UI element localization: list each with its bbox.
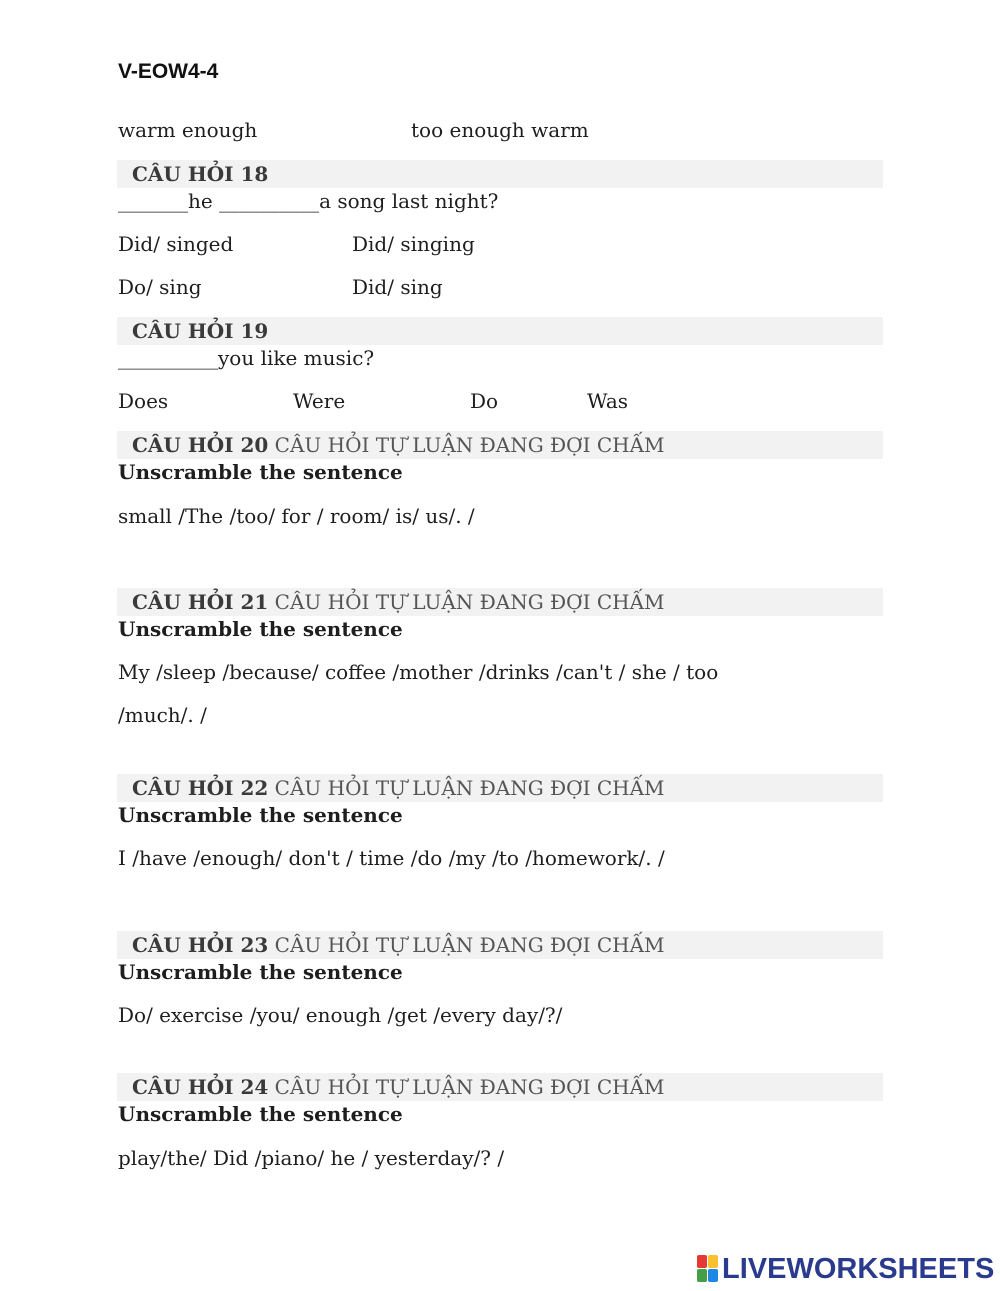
liveworksheets-logo: [697, 1252, 994, 1286]
question-23-text: Do/ exercise /you/ enough /get /every day/?/: [118, 1003, 563, 1027]
logo-square-1: [697, 1255, 707, 1268]
question-23-header: [132, 931, 665, 959]
logo-square-3: [697, 1269, 707, 1282]
question-18-label: CÂU HỎI 18: [132, 162, 269, 186]
question-20-status: CÂU HỎI TỰ LUẬN ĐANG ĐỢI CHẤM: [274, 433, 665, 457]
question-21-header: [132, 588, 665, 616]
question-19-option-a[interactable]: Does: [118, 389, 169, 413]
question-18-option-c[interactable]: Do/ sing: [118, 275, 202, 299]
question-20-header: [132, 431, 665, 459]
question-22-status: CÂU HỎI TỰ LUẬN ĐANG ĐỢI CHẤM: [274, 776, 665, 800]
question-21-status: CÂU HỎI TỰ LUẬN ĐANG ĐỢI CHẤM: [274, 590, 665, 614]
question-18-option-a[interactable]: Did/ singed: [118, 232, 234, 256]
question-22-text: I /have /enough/ don't / time /do /my /to /homework/. /: [118, 846, 665, 870]
question-24-label: CÂU HỎI 24: [132, 1075, 269, 1099]
question-23-status: CÂU HỎI TỰ LUẬN ĐANG ĐỢI CHẤM: [274, 933, 665, 957]
option-warm-enough[interactable]: warm enough: [118, 118, 258, 142]
question-18-option-d[interactable]: Did/ sing: [352, 275, 443, 299]
question-24-status: CÂU HỎI TỰ LUẬN ĐANG ĐỢI CHẤM: [274, 1075, 665, 1099]
option-too-enough-warm[interactable]: too enough warm: [411, 118, 589, 142]
question-18-prompt: _______he __________a song last night?: [118, 189, 499, 213]
question-19-option-c[interactable]: Do: [470, 389, 499, 413]
question-19-header: [132, 317, 268, 345]
question-19-option-d[interactable]: Was: [587, 389, 629, 413]
question-20-text: small /The /too/ for / room/ is/ us/. /: [118, 504, 475, 528]
question-21-text-line2: /much/. /: [118, 703, 207, 727]
question-19-label: CÂU HỎI 19: [132, 319, 269, 343]
logo-square-4: [708, 1269, 718, 1282]
question-19-option-b[interactable]: Were: [293, 389, 346, 413]
question-24-instruction: Unscramble the sentence: [118, 1102, 403, 1126]
question-18-option-b[interactable]: Did/ singing: [352, 232, 475, 256]
question-23-instruction: Unscramble the sentence: [118, 960, 403, 984]
document-title: V-EOW4-4: [118, 60, 219, 83]
question-22-header: [132, 774, 665, 802]
question-24-header: [132, 1073, 665, 1101]
question-21-instruction: Unscramble the sentence: [118, 617, 403, 641]
question-22-instruction: Unscramble the sentence: [118, 803, 403, 827]
question-19-prompt: __________you like music?: [118, 346, 375, 370]
question-20-instruction: Unscramble the sentence: [118, 460, 403, 484]
question-18-header: [132, 160, 268, 188]
question-22-label: CÂU HỎI 22: [132, 776, 269, 800]
logo-square-2: [708, 1255, 718, 1268]
liveworksheets-logo-icon: [697, 1255, 719, 1283]
question-20-label: CÂU HỎI 20: [132, 433, 269, 457]
liveworksheets-logo-text: LIVEWORKSHEETS: [722, 1252, 995, 1285]
question-21-label: CÂU HỎI 21: [132, 590, 269, 614]
question-23-label: CÂU HỎI 23: [132, 933, 269, 957]
question-24-text: play/the/ Did /piano/ he / yesterday/? /: [118, 1146, 505, 1170]
question-21-text-line1: My /sleep /because/ coffee /mother /drinks /can't / she / too: [118, 660, 719, 684]
